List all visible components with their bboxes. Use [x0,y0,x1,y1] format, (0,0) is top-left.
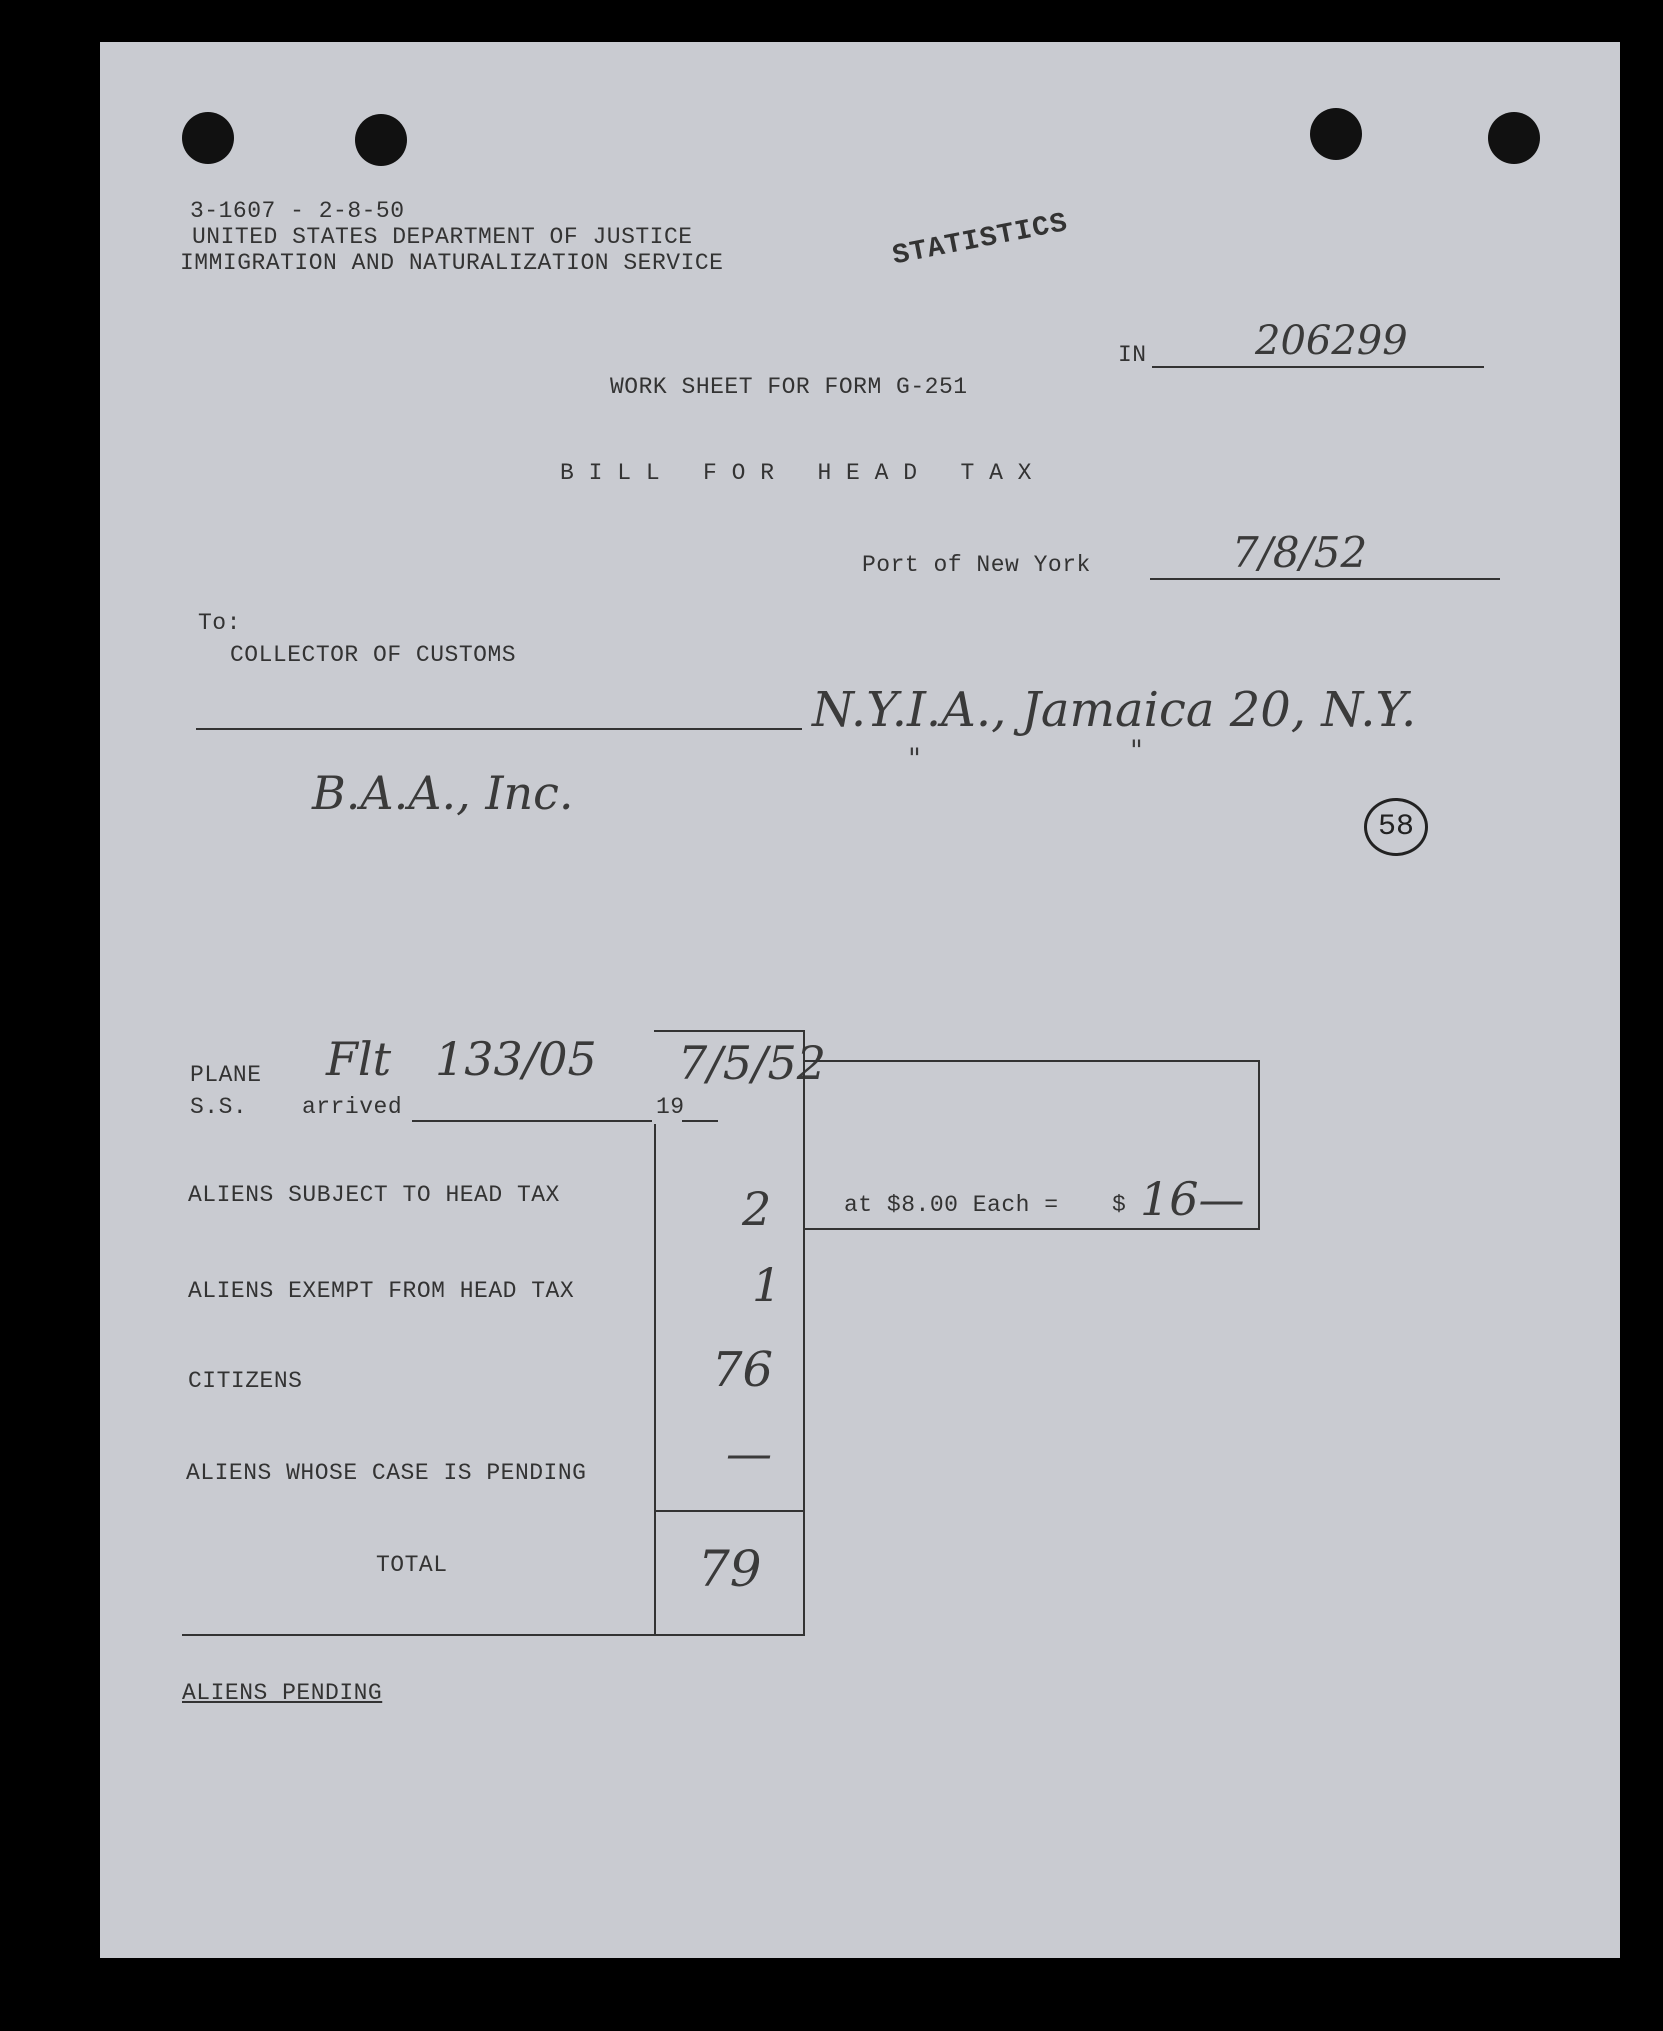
table-left-rule [654,1124,656,1636]
row-value: 2 [742,1182,772,1236]
punch-hole [1488,112,1540,164]
arrival-date: 7/5/52 [678,1036,827,1090]
carrier-name: B.A.A., Inc. [312,766,574,820]
year-underline [682,1120,718,1122]
ditto-mark: " [908,742,921,775]
statistics-stamp: STATISTICS [890,208,1071,273]
row-label: ALIENS EXEMPT FROM HEAD TAX [188,1278,575,1304]
punch-hole [1310,108,1362,160]
collector-of-customs: COLLECTOR OF CUSTOMS [230,642,517,668]
in-underline [1152,366,1484,368]
to-label: To: [198,610,241,636]
circled-number: 58 [1364,798,1428,856]
row-label: ALIENS SUBJECT TO HEAD TAX [188,1182,560,1208]
location-handwritten: N.Y.I.A., Jamaica 20, N.Y. [812,682,1417,738]
table-top-rule [654,1030,804,1032]
in-label: IN [1118,342,1147,368]
department-line: UNITED STATES DEPARTMENT OF JUSTICE [192,224,693,250]
currency-symbol: $ [1112,1192,1127,1218]
ditto-mark: " [1130,734,1143,767]
punch-hole [355,114,407,166]
rate-box-right [1258,1060,1260,1230]
document-page [100,42,1620,1958]
row-label: CITIZENS [188,1368,303,1394]
row-label: ALIENS WHOSE CASE IS PENDING [186,1460,587,1486]
row-value: 1 [752,1258,782,1312]
ss-label: S.S. [190,1094,248,1120]
table-right-rule [803,1030,805,1636]
rate-text: at $8.00 Each = [844,1192,1059,1218]
punch-hole [182,112,234,164]
bill-title: B I L L F O R H E A D T A X [560,460,1032,486]
form-code: 3-1607 - 2-8-50 [190,198,405,224]
plane-label: PLANE [190,1062,262,1088]
arrived-underline [412,1120,652,1122]
arrived-label: arrived [302,1094,403,1120]
total-label: TOTAL [376,1552,448,1578]
port-label: Port of New York [862,552,1091,578]
port-date-underline [1150,578,1500,580]
tax-amount: 16— [1140,1172,1245,1226]
aliens-pending-heading: ALIENS PENDING [182,1680,383,1706]
addressee-underline [196,728,802,730]
flight-number: Flt 133/05 [326,1032,597,1086]
row-value: 76 [712,1342,774,1398]
table-bottom-rule [182,1634,804,1636]
total-separator [654,1510,804,1512]
row-value: — [726,1426,772,1480]
rate-box-top [803,1060,1259,1062]
rate-box-bottom [803,1228,1259,1230]
work-sheet-title: WORK SHEET FOR FORM G-251 [610,374,968,400]
port-date: 7/8/52 [1232,528,1368,577]
year-prefix: 19 [656,1094,685,1120]
in-number: 206299 [1255,318,1408,364]
service-line: IMMIGRATION AND NATURALIZATION SERVICE [180,250,724,276]
total-value: 79 [698,1540,762,1598]
